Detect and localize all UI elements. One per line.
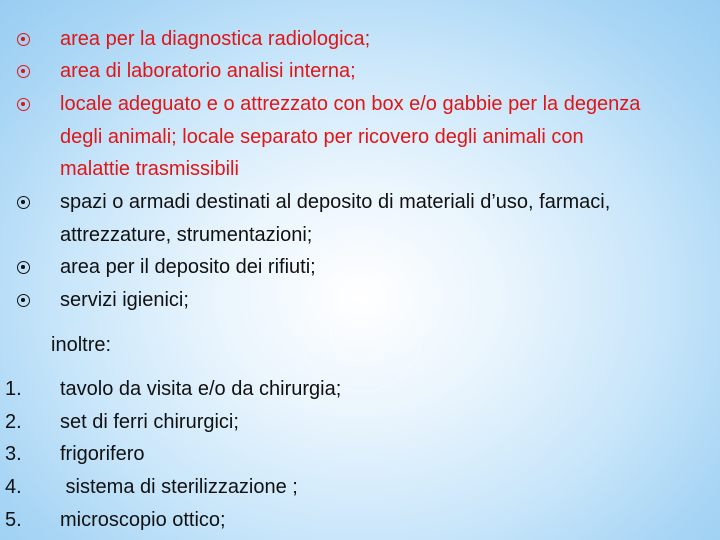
bullet-icon: [17, 196, 30, 209]
bullet-icon: [17, 33, 30, 46]
item-text: frigorifero: [60, 443, 145, 465]
inoltre-label: inoltre:: [51, 334, 112, 356]
bullet-item-radiologia: [60, 23, 710, 56]
bullet-line: area per il deposito dei rifiuti;: [60, 256, 316, 278]
bullet-line: attrezzature, strumentazioni;: [60, 223, 313, 246]
bullet-icon: [17, 65, 30, 78]
bullet-line: degli animali; locale separato per ricovero degli animali con: [60, 125, 584, 148]
numbered-item: [5, 438, 145, 470]
bullet-line: spazi o armadi destinati al deposito di materiali d’uso, farmaci,: [60, 191, 611, 213]
item-number: 2.: [5, 411, 22, 433]
bullet-line: servizi igienici;: [60, 289, 189, 311]
item-number: 4.: [5, 476, 22, 498]
bullet-item-rifiuti: [60, 251, 710, 284]
bullet-icon: [17, 98, 30, 111]
bullet-line: area per la diagnostica radiologica;: [60, 28, 371, 50]
numbered-item: [5, 406, 239, 438]
numbered-item: [5, 373, 342, 405]
bullet-item-deposito-materiali: [60, 186, 710, 251]
item-text: sistema di sterilizzazione ;: [60, 476, 298, 498]
bullet-item-degenza: [60, 88, 710, 186]
item-number: 5.: [5, 509, 22, 531]
bullet-line: locale adeguato e o attrezzato con box e/o gabbie per la degenza: [60, 93, 641, 115]
bullet-line: malattie trasmissibili: [60, 158, 239, 180]
item-number: 1.: [5, 378, 22, 400]
item-text: tavolo da visita e/o da chirurgia;: [60, 378, 342, 400]
bullet-item-laboratorio: [60, 55, 710, 88]
bullet-icon: [17, 261, 30, 274]
bullet-icon: [17, 294, 30, 307]
bullet-line: area di laboratorio analisi interna;: [60, 60, 356, 82]
item-number: 3.: [5, 443, 22, 465]
bullet-item-servizi-igienici: [60, 284, 710, 317]
item-text: set di ferri chirurgici;: [60, 411, 239, 433]
numbered-item: [5, 504, 226, 536]
item-text: microscopio ottico;: [60, 509, 226, 531]
numbered-item: [5, 471, 298, 503]
